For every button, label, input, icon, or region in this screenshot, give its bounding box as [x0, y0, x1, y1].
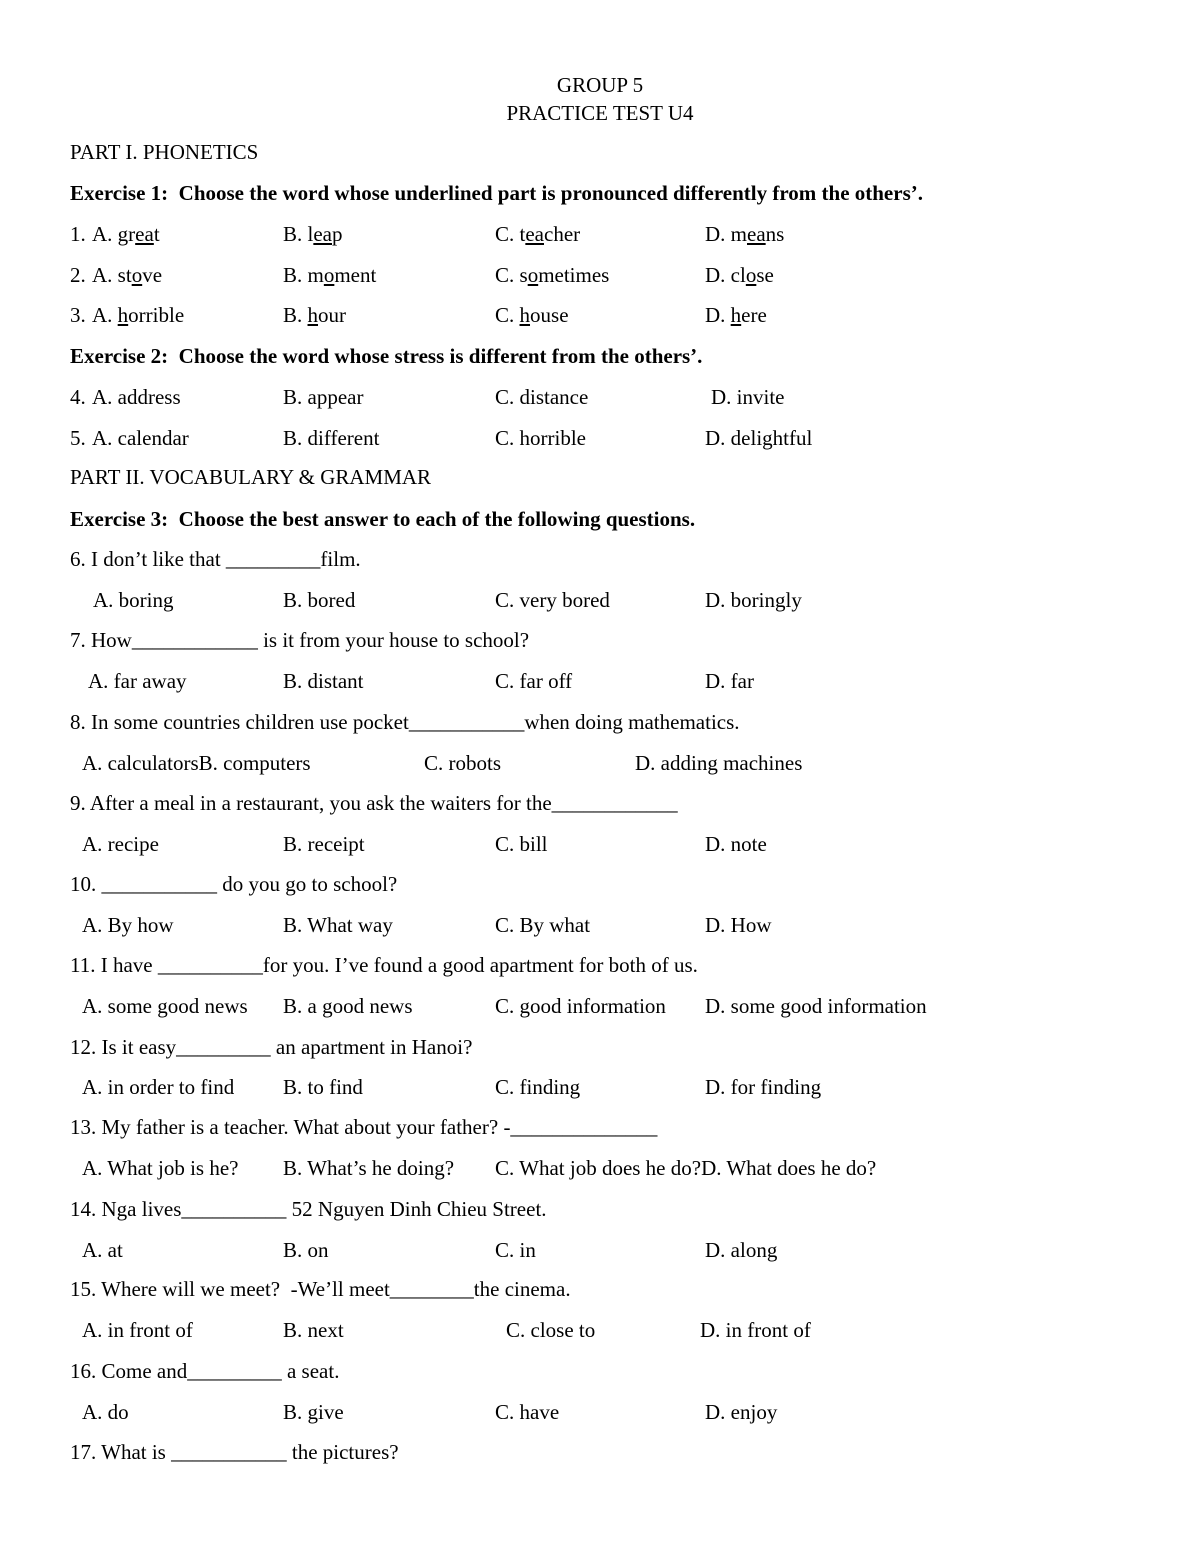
question-row: 3. A. horrible B. hour C. house D. here: [70, 303, 767, 327]
answer-row: A. in order to find B. to find C. finding D. for finding: [82, 1075, 822, 1099]
answer-row: A. at B. on C. in D. along: [82, 1238, 778, 1262]
answer-row: A. in front of B. next C. close to D. in front of: [82, 1318, 811, 1342]
answer-row: A. some good news B. a good news C. good information D. some good information: [82, 994, 927, 1018]
question-row: 5. A. calendar B. different C. horrible D. delightful: [70, 426, 813, 450]
answer-row: A. do B. give C. have D. enjoy: [82, 1400, 778, 1424]
answer-row: A. recipe B. receipt C. bill D. note: [82, 832, 767, 856]
question-row: 4. A. address B. appear C. distance D. invite: [70, 385, 785, 409]
question-row: 2. A. stove B. moment C. sometimes D. close: [70, 263, 774, 287]
question-row: 1. A. great B. leap C. teacher D. means: [70, 222, 785, 246]
document-title: PRACTICE TEST U4: [506, 101, 694, 125]
answer-row: A. far away B. distant C. far off D. far: [88, 669, 754, 693]
answer-row: A. What job is he? B. What’s he doing? C. What job does he do?D. What does he do?: [82, 1156, 877, 1180]
answer-row: A. By how B. What way C. By what D. How: [82, 913, 772, 937]
answer-row: A. calculatorsB. computers C. robots D. adding machines: [82, 751, 803, 775]
document-group: GROUP 5: [556, 73, 644, 97]
answer-row: A. boring B. bored C. very bored D. boringly: [93, 588, 802, 612]
